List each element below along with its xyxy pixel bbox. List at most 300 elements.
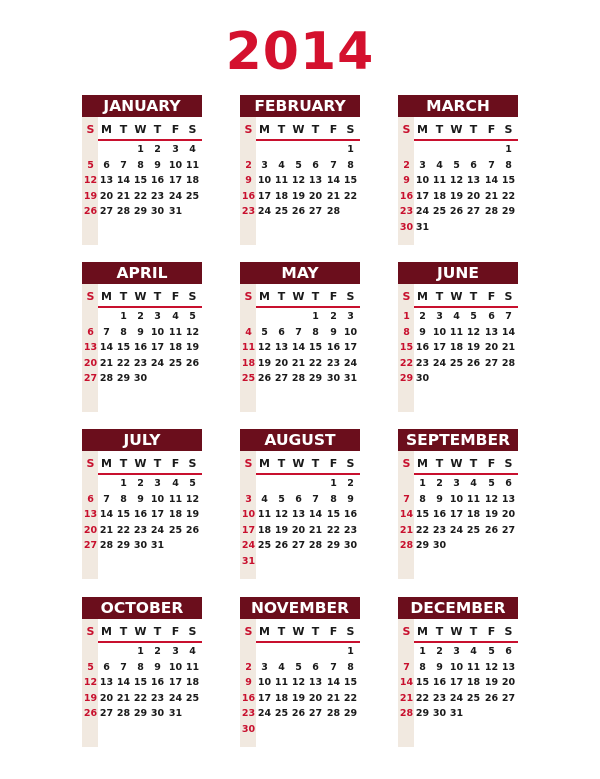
date-cell: 20 bbox=[484, 342, 499, 354]
date-cell: 8 bbox=[137, 661, 144, 673]
date-cell: 6 bbox=[278, 326, 285, 338]
month-title: MARCH bbox=[398, 95, 518, 117]
date-cell-sunday: 23 bbox=[241, 708, 256, 720]
date-cell-sunday: 27 bbox=[83, 373, 98, 385]
week-row bbox=[398, 189, 518, 205]
date-cell: 28 bbox=[99, 540, 114, 552]
weekday-label: F bbox=[487, 123, 496, 136]
weekday-header bbox=[82, 289, 202, 305]
date-cell: 15 bbox=[415, 677, 430, 689]
date-cell-sunday: 12 bbox=[83, 677, 98, 689]
date-cell: 25 bbox=[449, 357, 464, 369]
date-cell: 5 bbox=[453, 159, 460, 171]
weekday-header bbox=[398, 624, 518, 640]
date-cell: 4 bbox=[261, 493, 268, 505]
week-row bbox=[240, 660, 360, 676]
date-cell: 5 bbox=[189, 311, 196, 322]
date-cell-sunday: 30 bbox=[399, 221, 414, 233]
date-cell: 8 bbox=[505, 159, 512, 171]
weekday-label: T bbox=[153, 625, 162, 638]
date-cell: 16 bbox=[133, 509, 148, 521]
date-cell: 30 bbox=[432, 540, 447, 552]
date-cell: 9 bbox=[154, 159, 161, 171]
date-cell: 11 bbox=[432, 175, 447, 187]
date-cell: 18 bbox=[168, 509, 183, 521]
weekday-label: T bbox=[277, 625, 286, 638]
weekday-label: M bbox=[259, 290, 270, 303]
date-cell: 23 bbox=[343, 524, 358, 536]
week-row bbox=[240, 189, 360, 205]
weekday-label: F bbox=[171, 457, 180, 470]
week-row bbox=[240, 158, 360, 174]
date-cell: 1 bbox=[347, 646, 354, 657]
date-cell-sunday: 5 bbox=[87, 159, 94, 171]
date-cell: 30 bbox=[343, 540, 358, 552]
week-row bbox=[82, 660, 202, 676]
date-cell: 4 bbox=[470, 646, 477, 657]
weekday-label: M bbox=[417, 290, 428, 303]
date-cell: 6 bbox=[312, 159, 319, 171]
date-grid bbox=[240, 644, 360, 738]
date-cell: 18 bbox=[432, 190, 447, 202]
header-divider bbox=[414, 306, 518, 308]
header-divider bbox=[98, 473, 202, 475]
week-row bbox=[240, 523, 360, 539]
weekday-label: T bbox=[119, 123, 128, 136]
date-cell: 5 bbox=[278, 493, 285, 505]
weekday-label: W bbox=[292, 290, 305, 303]
date-cell: 1 bbox=[347, 144, 354, 155]
weekday-label: T bbox=[153, 457, 162, 470]
week-row bbox=[82, 706, 202, 722]
date-cell: 10 bbox=[343, 326, 358, 338]
date-cell: 15 bbox=[343, 175, 358, 187]
weekday-label: S bbox=[188, 123, 197, 136]
weekday-label: S bbox=[86, 290, 95, 303]
date-cell: 14 bbox=[116, 677, 131, 689]
date-cell: 7 bbox=[295, 326, 302, 338]
date-cell: 25 bbox=[185, 190, 200, 202]
date-cell: 11 bbox=[274, 175, 289, 187]
week-row bbox=[240, 675, 360, 691]
date-cell-sunday: 16 bbox=[399, 190, 414, 202]
date-cell: 27 bbox=[466, 206, 481, 218]
date-cell: 2 bbox=[154, 646, 161, 657]
date-cell: 25 bbox=[257, 540, 272, 552]
date-cell: 17 bbox=[449, 677, 464, 689]
date-cell: 21 bbox=[116, 692, 131, 704]
date-cell: 23 bbox=[133, 524, 148, 536]
weekday-label: T bbox=[277, 123, 286, 136]
date-cell-sunday: 31 bbox=[241, 555, 256, 567]
date-cell: 29 bbox=[343, 708, 358, 720]
weekday-label: W bbox=[134, 457, 147, 470]
month-title: NOVEMBER bbox=[240, 597, 360, 619]
date-cell: 19 bbox=[291, 692, 306, 704]
weekday-label: T bbox=[469, 625, 478, 638]
weekday-label: S bbox=[188, 457, 197, 470]
weekday-label: M bbox=[417, 457, 428, 470]
weekday-label: M bbox=[101, 290, 112, 303]
date-cell: 20 bbox=[291, 524, 306, 536]
week-row bbox=[82, 158, 202, 174]
date-cell: 19 bbox=[484, 677, 499, 689]
date-cell-sunday: 14 bbox=[399, 509, 414, 521]
date-cell: 9 bbox=[330, 326, 337, 338]
date-cell: 31 bbox=[343, 373, 358, 385]
date-cell: 13 bbox=[99, 677, 114, 689]
weekday-label: F bbox=[329, 123, 338, 136]
weekday-label: S bbox=[346, 123, 355, 136]
date-cell: 12 bbox=[185, 493, 200, 505]
date-cell: 13 bbox=[308, 175, 323, 187]
date-cell: 7 bbox=[505, 311, 512, 322]
month-title: DECEMBER bbox=[398, 597, 518, 619]
date-cell: 8 bbox=[347, 159, 354, 171]
weekday-label: T bbox=[311, 123, 320, 136]
week-row bbox=[398, 173, 518, 189]
date-cell: 29 bbox=[415, 540, 430, 552]
date-cell: 4 bbox=[278, 159, 285, 171]
month-october bbox=[82, 597, 202, 747]
date-cell: 22 bbox=[133, 692, 148, 704]
date-grid bbox=[398, 644, 518, 722]
date-cell: 25 bbox=[274, 708, 289, 720]
date-cell: 5 bbox=[488, 646, 495, 657]
date-cell: 4 bbox=[189, 646, 196, 657]
week-row bbox=[240, 371, 360, 387]
date-cell: 21 bbox=[116, 190, 131, 202]
date-cell: 11 bbox=[449, 326, 464, 338]
date-cell: 4 bbox=[470, 478, 477, 489]
date-cell: 11 bbox=[257, 509, 272, 521]
date-cell: 12 bbox=[449, 175, 464, 187]
date-cell: 1 bbox=[120, 478, 127, 489]
week-row bbox=[82, 476, 202, 492]
weekday-label: S bbox=[244, 457, 253, 470]
week-row bbox=[82, 675, 202, 691]
week-row bbox=[240, 476, 360, 492]
date-cell: 10 bbox=[415, 175, 430, 187]
date-cell: 20 bbox=[308, 190, 323, 202]
week-row bbox=[240, 706, 360, 722]
date-cell: 17 bbox=[150, 509, 165, 521]
date-cell: 10 bbox=[168, 661, 183, 673]
date-cell-sunday: 11 bbox=[241, 342, 256, 354]
date-cell: 25 bbox=[432, 206, 447, 218]
week-row bbox=[82, 356, 202, 372]
date-cell: 5 bbox=[261, 326, 268, 338]
date-cell: 1 bbox=[419, 646, 426, 657]
date-cell: 24 bbox=[257, 206, 272, 218]
date-cell: 16 bbox=[150, 175, 165, 187]
date-cell: 15 bbox=[133, 677, 148, 689]
weekday-label: M bbox=[259, 457, 270, 470]
date-cell: 16 bbox=[133, 342, 148, 354]
weekday-label: S bbox=[346, 457, 355, 470]
week-row bbox=[240, 309, 360, 325]
date-cell: 23 bbox=[133, 357, 148, 369]
weekday-label: T bbox=[119, 457, 128, 470]
date-cell: 6 bbox=[103, 661, 110, 673]
date-grid bbox=[82, 644, 202, 722]
date-cell: 28 bbox=[326, 206, 341, 218]
date-grid bbox=[82, 142, 202, 220]
date-cell: 13 bbox=[484, 326, 499, 338]
date-cell: 31 bbox=[168, 708, 183, 720]
date-cell: 16 bbox=[343, 509, 358, 521]
week-row bbox=[398, 476, 518, 492]
header-divider bbox=[414, 473, 518, 475]
date-cell: 7 bbox=[330, 159, 337, 171]
date-cell: 20 bbox=[274, 357, 289, 369]
weekday-label: W bbox=[134, 123, 147, 136]
weekday-label: S bbox=[346, 625, 355, 638]
date-cell: 29 bbox=[133, 206, 148, 218]
weekday-label: S bbox=[86, 457, 95, 470]
header-divider bbox=[256, 139, 360, 141]
header-divider bbox=[98, 306, 202, 308]
date-cell: 3 bbox=[154, 478, 161, 489]
weekday-label: T bbox=[469, 290, 478, 303]
date-cell: 21 bbox=[326, 190, 341, 202]
date-cell: 7 bbox=[330, 661, 337, 673]
date-cell: 7 bbox=[103, 493, 110, 505]
date-cell: 29 bbox=[133, 708, 148, 720]
date-cell: 15 bbox=[133, 175, 148, 187]
week-row bbox=[82, 325, 202, 341]
date-cell: 18 bbox=[274, 190, 289, 202]
weekday-label: T bbox=[435, 625, 444, 638]
week-row bbox=[240, 204, 360, 220]
date-cell: 28 bbox=[116, 708, 131, 720]
date-cell: 2 bbox=[154, 144, 161, 155]
date-cell: 14 bbox=[116, 175, 131, 187]
date-cell-sunday: 28 bbox=[399, 708, 414, 720]
weekday-label: S bbox=[188, 290, 197, 303]
date-cell: 11 bbox=[168, 493, 183, 505]
date-cell-sunday: 9 bbox=[245, 677, 252, 689]
week-row bbox=[398, 538, 518, 554]
date-cell-sunday: 12 bbox=[83, 175, 98, 187]
weekday-label: M bbox=[259, 625, 270, 638]
weekday-label: F bbox=[329, 625, 338, 638]
date-cell: 12 bbox=[274, 509, 289, 521]
date-cell: 15 bbox=[308, 342, 323, 354]
date-cell: 31 bbox=[415, 221, 430, 233]
date-cell: 3 bbox=[453, 478, 460, 489]
date-cell: 21 bbox=[291, 357, 306, 369]
date-cell: 23 bbox=[415, 357, 430, 369]
date-cell: 9 bbox=[347, 493, 354, 505]
date-cell: 15 bbox=[116, 342, 131, 354]
weekday-label: T bbox=[119, 625, 128, 638]
date-cell: 28 bbox=[501, 357, 516, 369]
week-row bbox=[240, 325, 360, 341]
date-cell: 29 bbox=[415, 708, 430, 720]
date-cell: 24 bbox=[449, 524, 464, 536]
month-title: SEPTEMBER bbox=[398, 429, 518, 451]
week-row bbox=[240, 644, 360, 660]
date-cell: 27 bbox=[99, 708, 114, 720]
date-cell: 15 bbox=[343, 677, 358, 689]
month-title: JUNE bbox=[398, 262, 518, 284]
date-cell-sunday: 7 bbox=[403, 493, 410, 505]
date-cell: 8 bbox=[137, 159, 144, 171]
date-cell: 18 bbox=[466, 677, 481, 689]
date-cell: 13 bbox=[99, 175, 114, 187]
date-cell: 15 bbox=[501, 175, 516, 187]
week-row bbox=[82, 644, 202, 660]
month-title: JANUARY bbox=[82, 95, 202, 117]
weekday-label: T bbox=[311, 457, 320, 470]
date-cell: 30 bbox=[150, 206, 165, 218]
week-row bbox=[240, 507, 360, 523]
week-row bbox=[398, 706, 518, 722]
weekday-label: W bbox=[450, 625, 463, 638]
weekday-label: S bbox=[402, 290, 411, 303]
date-cell: 27 bbox=[99, 206, 114, 218]
weekday-label: T bbox=[311, 290, 320, 303]
weekday-label: M bbox=[101, 625, 112, 638]
date-cell: 18 bbox=[168, 342, 183, 354]
date-cell: 19 bbox=[449, 190, 464, 202]
date-cell: 26 bbox=[257, 373, 272, 385]
date-cell: 20 bbox=[99, 190, 114, 202]
date-grid bbox=[82, 476, 202, 554]
date-cell: 3 bbox=[436, 311, 443, 322]
date-cell: 16 bbox=[432, 509, 447, 521]
week-row bbox=[82, 523, 202, 539]
date-cell: 25 bbox=[168, 524, 183, 536]
date-cell: 18 bbox=[274, 692, 289, 704]
week-row bbox=[398, 309, 518, 325]
weekday-label: T bbox=[435, 457, 444, 470]
date-cell: 16 bbox=[326, 342, 341, 354]
weekday-label: T bbox=[311, 625, 320, 638]
date-cell: 8 bbox=[419, 661, 426, 673]
weekday-label: M bbox=[101, 123, 112, 136]
date-cell: 28 bbox=[484, 206, 499, 218]
date-cell: 28 bbox=[291, 373, 306, 385]
month-title: MAY bbox=[240, 262, 360, 284]
date-cell: 16 bbox=[150, 677, 165, 689]
date-cell: 26 bbox=[449, 206, 464, 218]
date-cell: 12 bbox=[185, 326, 200, 338]
week-row bbox=[398, 523, 518, 539]
date-cell: 29 bbox=[308, 373, 323, 385]
week-row bbox=[240, 492, 360, 508]
date-cell: 7 bbox=[312, 493, 319, 505]
date-cell: 16 bbox=[415, 342, 430, 354]
date-cell: 14 bbox=[326, 677, 341, 689]
date-cell: 26 bbox=[291, 206, 306, 218]
date-cell: 14 bbox=[308, 509, 323, 521]
date-cell: 14 bbox=[326, 175, 341, 187]
date-cell: 12 bbox=[484, 493, 499, 505]
date-cell-sunday: 21 bbox=[399, 692, 414, 704]
date-cell: 24 bbox=[257, 708, 272, 720]
date-cell: 5 bbox=[295, 159, 302, 171]
date-cell: 10 bbox=[150, 326, 165, 338]
date-cell: 19 bbox=[291, 190, 306, 202]
weekday-label: W bbox=[134, 625, 147, 638]
date-cell: 24 bbox=[150, 357, 165, 369]
date-cell: 31 bbox=[150, 540, 165, 552]
date-grid bbox=[398, 309, 518, 387]
date-cell: 17 bbox=[168, 677, 183, 689]
date-cell: 20 bbox=[466, 190, 481, 202]
date-cell: 17 bbox=[432, 342, 447, 354]
date-cell: 12 bbox=[484, 661, 499, 673]
date-cell: 20 bbox=[99, 692, 114, 704]
date-cell: 1 bbox=[312, 311, 319, 322]
date-cell: 30 bbox=[326, 373, 341, 385]
date-cell: 27 bbox=[484, 357, 499, 369]
week-row bbox=[240, 554, 360, 570]
date-cell: 11 bbox=[185, 661, 200, 673]
weekday-label: S bbox=[244, 290, 253, 303]
date-cell-sunday: 15 bbox=[399, 342, 414, 354]
date-cell: 25 bbox=[274, 206, 289, 218]
header-divider bbox=[256, 473, 360, 475]
date-cell-sunday: 9 bbox=[403, 175, 410, 187]
date-cell-sunday: 19 bbox=[83, 692, 98, 704]
date-cell: 3 bbox=[261, 159, 268, 171]
date-cell: 12 bbox=[291, 677, 306, 689]
weekday-header bbox=[240, 289, 360, 305]
date-cell: 22 bbox=[116, 357, 131, 369]
month-may bbox=[240, 262, 360, 412]
weekday-label: S bbox=[504, 625, 513, 638]
date-cell-sunday: 13 bbox=[83, 342, 98, 354]
weekday-header bbox=[240, 122, 360, 138]
week-row bbox=[398, 507, 518, 523]
date-cell: 8 bbox=[120, 493, 127, 505]
weekday-label: T bbox=[435, 123, 444, 136]
date-cell: 28 bbox=[326, 708, 341, 720]
date-cell-sunday: 6 bbox=[87, 493, 94, 505]
date-cell: 12 bbox=[466, 326, 481, 338]
date-cell: 27 bbox=[501, 692, 516, 704]
date-cell: 22 bbox=[133, 190, 148, 202]
date-cell: 14 bbox=[99, 342, 114, 354]
date-cell: 17 bbox=[343, 342, 358, 354]
date-cell: 28 bbox=[99, 373, 114, 385]
date-cell: 13 bbox=[501, 661, 516, 673]
date-cell: 25 bbox=[466, 524, 481, 536]
date-cell-sunday: 23 bbox=[241, 206, 256, 218]
date-cell: 6 bbox=[470, 159, 477, 171]
month-title: AUGUST bbox=[240, 429, 360, 451]
date-cell-sunday: 30 bbox=[241, 723, 256, 735]
year-title: 2014 bbox=[225, 22, 375, 82]
date-cell-sunday: 10 bbox=[241, 509, 256, 521]
date-cell: 11 bbox=[466, 661, 481, 673]
date-cell: 10 bbox=[432, 326, 447, 338]
date-cell-sunday: 2 bbox=[245, 159, 252, 171]
date-cell: 26 bbox=[484, 692, 499, 704]
date-cell: 2 bbox=[137, 478, 144, 489]
date-cell: 31 bbox=[449, 708, 464, 720]
week-row bbox=[398, 492, 518, 508]
date-cell-sunday: 16 bbox=[241, 692, 256, 704]
weekday-label: M bbox=[417, 123, 428, 136]
weekday-label: T bbox=[469, 123, 478, 136]
date-cell: 1 bbox=[505, 144, 512, 155]
date-cell: 14 bbox=[99, 509, 114, 521]
week-row bbox=[240, 691, 360, 707]
